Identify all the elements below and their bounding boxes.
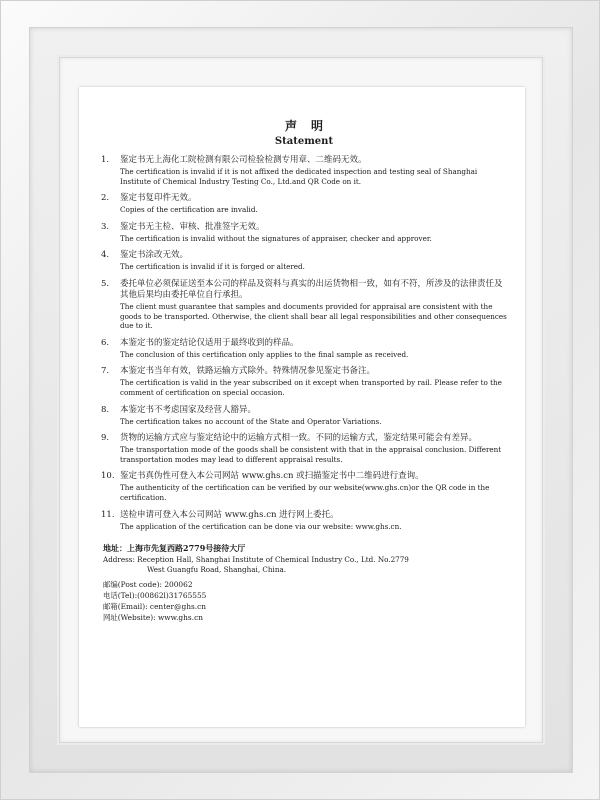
statement-item-3 <box>101 222 507 244</box>
item-chinese: 鉴定书无主检、审核、批准签字无效。 <box>120 221 265 232</box>
statement-document <box>79 87 525 727</box>
postcode: 邮编(Post code): 200062 <box>103 580 193 590</box>
item-chinese: 货物的运输方式应与鉴定结论中的运输方式相一致。不同的运输方式，鉴定结果可能会有差异。 <box>120 433 478 444</box>
statement-item-1 <box>101 155 507 186</box>
item-chinese: 鉴定书复印件无效。 <box>120 193 197 204</box>
item-english: The transportation mode of the goods shall be consistent with that in the appraisal conclusion. Different transportation modes may lead to different appraisal results. <box>120 445 502 464</box>
telephone: 电话(Tel):(00862l)31765555 <box>103 591 207 601</box>
statement-item-2 <box>101 193 507 215</box>
item-english: The certification is invalid if it is forged or altered. <box>120 262 305 272</box>
item-english: The certification is invalid without the signatures of appraiser, checker and approver. <box>120 233 432 243</box>
item-number: 4. <box>101 250 110 261</box>
item-english: Copies of the certification are invalid. <box>120 205 258 215</box>
address-english-line-1: Address: Reception Hall, Shanghai Institute of Chemical Industry Co., Ltd. No.2779 <box>103 555 409 565</box>
email: 邮箱(Email): center@ghs.cn <box>103 601 206 611</box>
item-number: 9. <box>101 433 110 444</box>
statement-item-5 <box>101 279 507 331</box>
item-number: 2. <box>101 193 110 204</box>
statement-item-6 <box>101 338 507 360</box>
title-chinese: 声明 <box>284 119 337 133</box>
item-english: The certification is invalid if it is not affixed the dedicated inspection and testing seal of Shanghai Institute of Chemical Industry Testing Co., Ltd.and QR Code on it. <box>120 167 478 186</box>
item-english: The authenticity of the certification can be verified by our website(www.ghs.cn)or the QR code in the certification. <box>120 483 490 502</box>
address-english <box>103 555 507 574</box>
item-chinese: 鉴定书真伪性可登入本公司网站 www.ghs.cn 或扫描鉴定书中二维码进行查询。 <box>120 471 424 482</box>
item-english: The application of the certification can be done via our website: www.ghs.cn. <box>120 521 402 531</box>
item-number: 1. <box>101 155 110 165</box>
statement-item-8 <box>101 405 507 427</box>
item-english: The certification takes no account of the State and Operator Variations. <box>120 416 382 426</box>
item-english: The conclusion of this certification only applies to the final sample as received. <box>120 349 409 359</box>
item-chinese: 本鉴定书的鉴定结论仅适用于最终收到的样品。 <box>120 337 299 348</box>
statement-item-9 <box>101 433 507 464</box>
item-number: 7. <box>101 366 110 377</box>
contact-block <box>101 543 507 623</box>
item-number: 3. <box>101 221 110 232</box>
item-chinese: 送检申请可登入本公司网站 www.ghs.cn 进行网上委托。 <box>120 509 339 520</box>
title-english: Statement <box>274 136 334 147</box>
statement-item-7 <box>101 366 507 397</box>
item-chinese: 本鉴定书不考虑国家及经营人豁异。 <box>120 404 257 415</box>
item-number: 10. <box>101 471 115 482</box>
item-english: The certification is valid in the year subscribed on it except when transported by rail. Please refer to the comment of certification on special occasion. <box>120 378 502 397</box>
item-number: 5. <box>101 278 110 289</box>
item-number: 8. <box>101 404 110 415</box>
item-chinese: 本鉴定书当年有效，铁路运输方式除外。特殊情况参见鉴定书备注。 <box>120 366 376 377</box>
statement-item-4 <box>101 250 507 272</box>
item-english: The client must guarantee that samples and documents provided for appraisal are consistent with the goods to be transported. Otherwise, the client shall bear all legal responsibilities and other consequences due to it. <box>120 301 507 331</box>
item-number: 11. <box>101 509 115 520</box>
address-english-line-2: West Guangfu Road, Shanghai, China. <box>147 564 287 574</box>
item-chinese: 委托单位必须保证送至本公司的样品及资料与真实的出运货物相一致，如有不符，所涉及的法律责任及其他后果均由委托单位自行承担。 <box>120 278 503 300</box>
statement-item-11 <box>101 510 507 532</box>
statement-item-10 <box>101 471 507 502</box>
website: 网址(Website): www.ghs.cn <box>103 612 203 622</box>
address-chinese: 地址：上海市先复西路2779号接待大厅 <box>103 543 246 554</box>
item-chinese: 鉴定书无上海化工院检测有限公司检验检测专用章、二维码无效。 <box>120 155 367 165</box>
item-chinese: 鉴定书涂改无效。 <box>120 250 189 261</box>
item-number: 6. <box>101 337 110 348</box>
